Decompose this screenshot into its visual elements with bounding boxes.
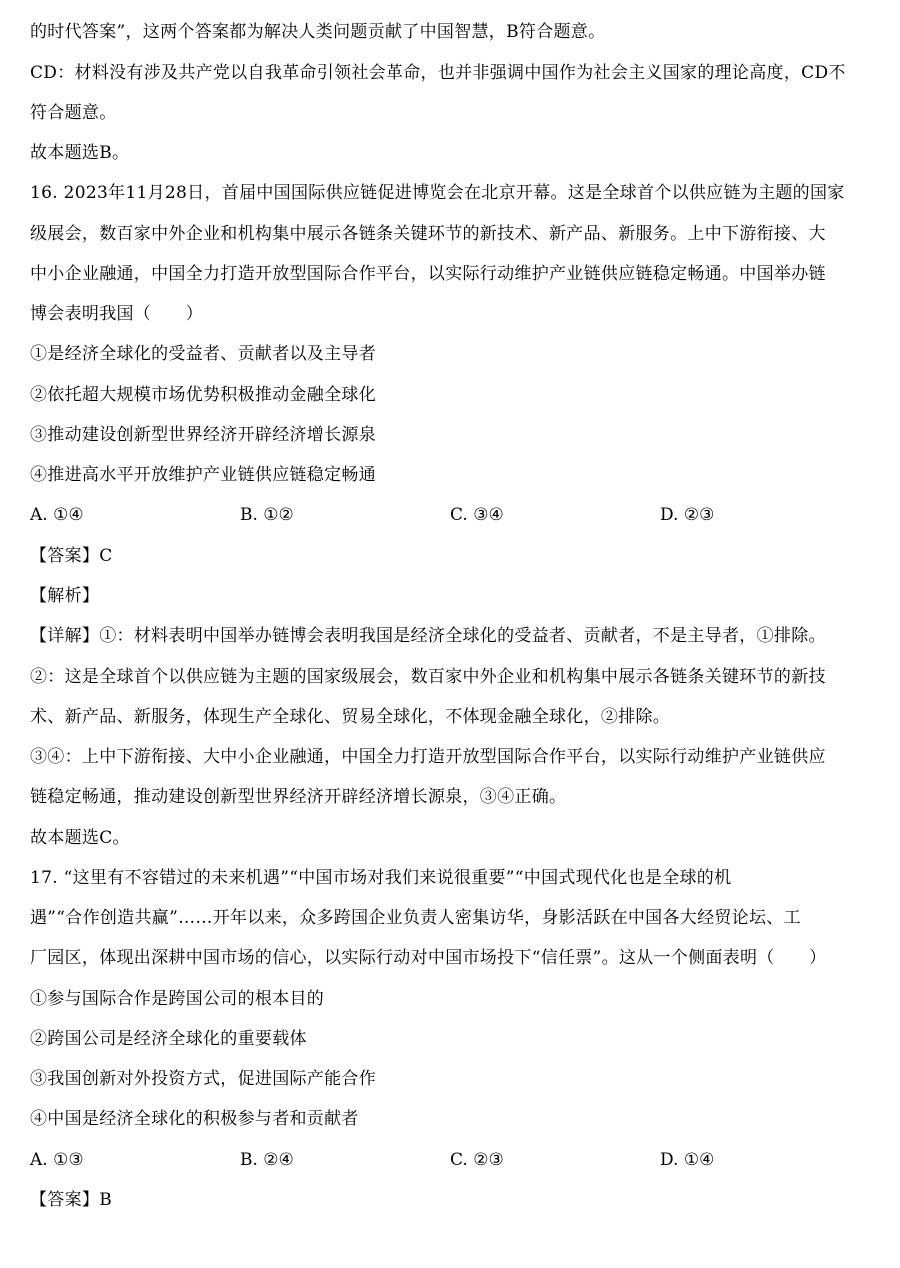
question-17-statement: ③我国创新对外投资方式，促进国际产能合作	[30, 1069, 376, 1089]
text-line: CD：材料没有涉及共产党以自我革命引领社会革命，也并非强调中国作为社会主义国家的理论高度，CD不	[30, 63, 846, 83]
question-16-stem: 博会表明我国（ ）	[30, 304, 203, 324]
question-16-stem: 中小企业融通，中国全力打造开放型国际合作平台，以实际行动维护产业链供应链稳定畅通。中国举办链	[30, 264, 826, 284]
question-16-option-b: B. ①②	[240, 505, 294, 525]
question-17-stem: 遇”“合作创造共赢”……开年以来，众多跨国企业负责人密集访华，身影活跃在中国各大经贸论坛、工	[30, 908, 801, 928]
text-line: 的时代答案”，这两个答案都为解决人类问题贡献了中国智慧，B符合题意。	[30, 22, 606, 42]
question-17-stem: 17. “这里有不容错过的未来机遇”“中国市场对我们来说很重要”“中国式现代化也是全球的机	[30, 868, 732, 888]
question-17-option-d: D. ①④	[660, 1150, 715, 1170]
question-16-statement: ④推进高水平开放维护产业链供应链稳定畅通	[30, 465, 376, 485]
question-16-stem: 级展会，数百家中外企业和机构集中展示各链条关键环节的新技术、新产品、新服务。上中下游衔接、大	[30, 224, 826, 244]
explanation-line: ③④：上中下游衔接、大中小企业融通，中国全力打造开放型国际合作平台，以实际行动维护产业链供应	[30, 747, 826, 767]
question-16-option-c: C. ③④	[450, 505, 504, 525]
conclusion-line: 故本题选C。	[30, 828, 130, 848]
question-16-stem: 16. 2023年11月28日，首届中国国际供应链促进博览会在北京开幕。这是全球首个以供应链为主题的国家	[30, 183, 845, 203]
question-16-statement: ③推动建设创新型世界经济开辟经济增长源泉	[30, 425, 376, 445]
question-17-option-a: A. ①③	[30, 1150, 84, 1170]
explanation-line: 【详解】①：材料表明中国举办链博会表明我国是经济全球化的受益者、贡献者，不是主导者，①排除。	[30, 626, 826, 646]
question-16-option-d: D. ②③	[660, 505, 715, 525]
question-17-statement: ①参与国际合作是跨国公司的根本目的	[30, 989, 325, 1009]
answer-label: 【答案】B	[30, 1190, 112, 1210]
question-17-stem: 厂园区，体现出深耕中国市场的信心，以实际行动对中国市场投下“信任票”。这从一个侧面表明（ ）	[30, 948, 827, 968]
question-17-option-c: C. ②③	[450, 1150, 504, 1170]
text-line: 符合题意。	[30, 103, 117, 123]
explanation-line: ②：这是全球首个以供应链为主题的国家级展会，数百家中外企业和机构集中展示各链条关键环节的新技	[30, 667, 826, 687]
analysis-label: 【解析】	[30, 586, 100, 606]
question-17-option-b: B. ②④	[240, 1150, 294, 1170]
answer-label: 【答案】C	[30, 546, 113, 566]
question-16-option-a: A. ①④	[30, 505, 84, 525]
question-16-statement: ①是经济全球化的受益者、贡献者以及主导者	[30, 344, 376, 364]
explanation-line: 链稳定畅通，推动建设创新型世界经济开辟经济增长源泉，③④正确。	[30, 787, 567, 807]
explanation-line: 术、新产品、新服务，体现生产全球化、贸易全球化，不体现金融全球化，②排除。	[30, 707, 671, 727]
question-16-statement: ②依托超大规模市场优势积极推动金融全球化	[30, 385, 376, 405]
question-17-statement: ④中国是经济全球化的积极参与者和贡献者	[30, 1109, 359, 1129]
question-17-statement: ②跨国公司是经济全球化的重要载体	[30, 1029, 307, 1049]
text-line: 故本题选B。	[30, 143, 130, 163]
